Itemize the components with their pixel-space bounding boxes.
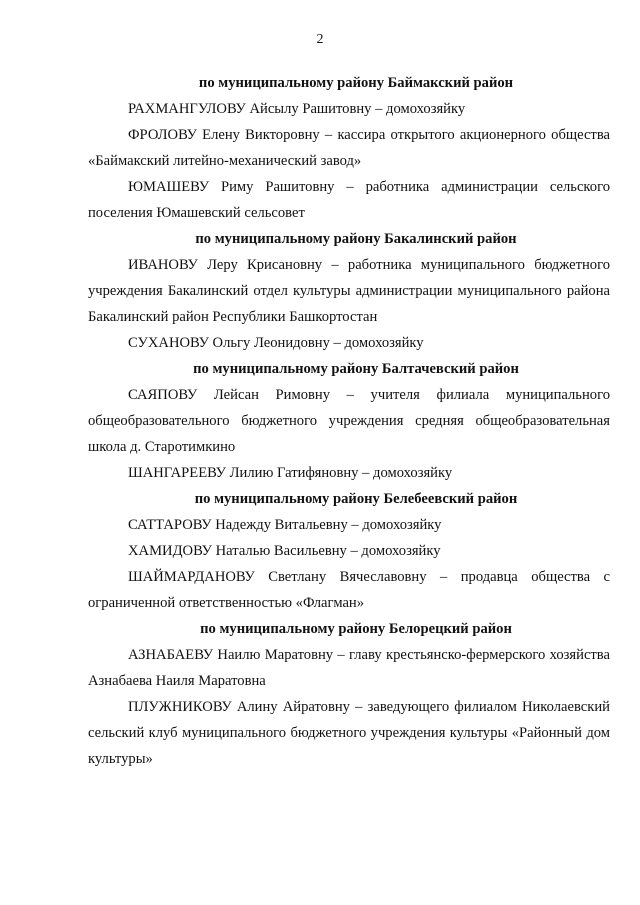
list-item: ПЛУЖНИКОВУ Алину Айратовну – заведующего филиалом Николаевский сельский клуб муниципального бюджетного учреждения культуры «Районный дом культуры»: [88, 699, 610, 767]
page-number: 2: [316, 32, 324, 47]
section-heading: по муниципальному району Бакалинский район: [195, 231, 517, 247]
list-item: ЮМАШЕВУ Риму Рашитовну – работника администрации сельского поселения Юмашевский сельсовет: [88, 179, 610, 221]
list-item: СУХАНОВУ Ольгу Леонидовну – домохозяйку: [128, 335, 424, 351]
section-heading: по муниципальному району Балтачевский район: [193, 361, 519, 377]
list-item: ХАМИДОВУ Наталью Васильевну – домохозяйку: [128, 543, 441, 559]
list-item: АЗНАБАЕВУ Наилю Маратовну – главу крестьянско-фермерского хозяйства Азнабаева Наиля Маратовна: [88, 647, 610, 689]
section-heading: по муниципальному району Белорецкий район: [200, 621, 512, 637]
section-heading: по муниципальному району Белебеевский район: [194, 491, 518, 507]
document-body: [88, 70, 610, 772]
list-item: САЯПОВУ Лейсан Римовну – учителя филиала муниципального общеобразовательного бюджетного учреждения средняя общеобразовательная школа д. Старотимкино: [88, 387, 610, 455]
list-item: ШАЙМАРДАНОВУ Светлану Вячеславовну – продавца общества с ограниченной ответственностью «Флагман»: [88, 569, 610, 611]
list-item: ИВАНОВУ Леру Крисановну – работника муниципального бюджетного учреждения Бакалинский отдел культуры администрации муниципального района Бакалинский район Республики Башкортостан: [88, 257, 610, 325]
section-heading: по муниципальному району Баймакский район: [198, 75, 514, 91]
list-item: ШАНГАРЕЕВУ Лилию Гатифяновну – домохозяйку: [128, 465, 453, 481]
list-item: РАХМАНГУЛОВУ Айсылу Рашитовну – домохозяйку: [128, 101, 466, 117]
list-item: САТТАРОВУ Надежду Витальевну – домохозяйку: [128, 517, 442, 533]
list-item: ФРОЛОВУ Елену Викторовну – кассира открытого акционерного общества «Баймакский литейно-механический завод»: [88, 127, 610, 169]
